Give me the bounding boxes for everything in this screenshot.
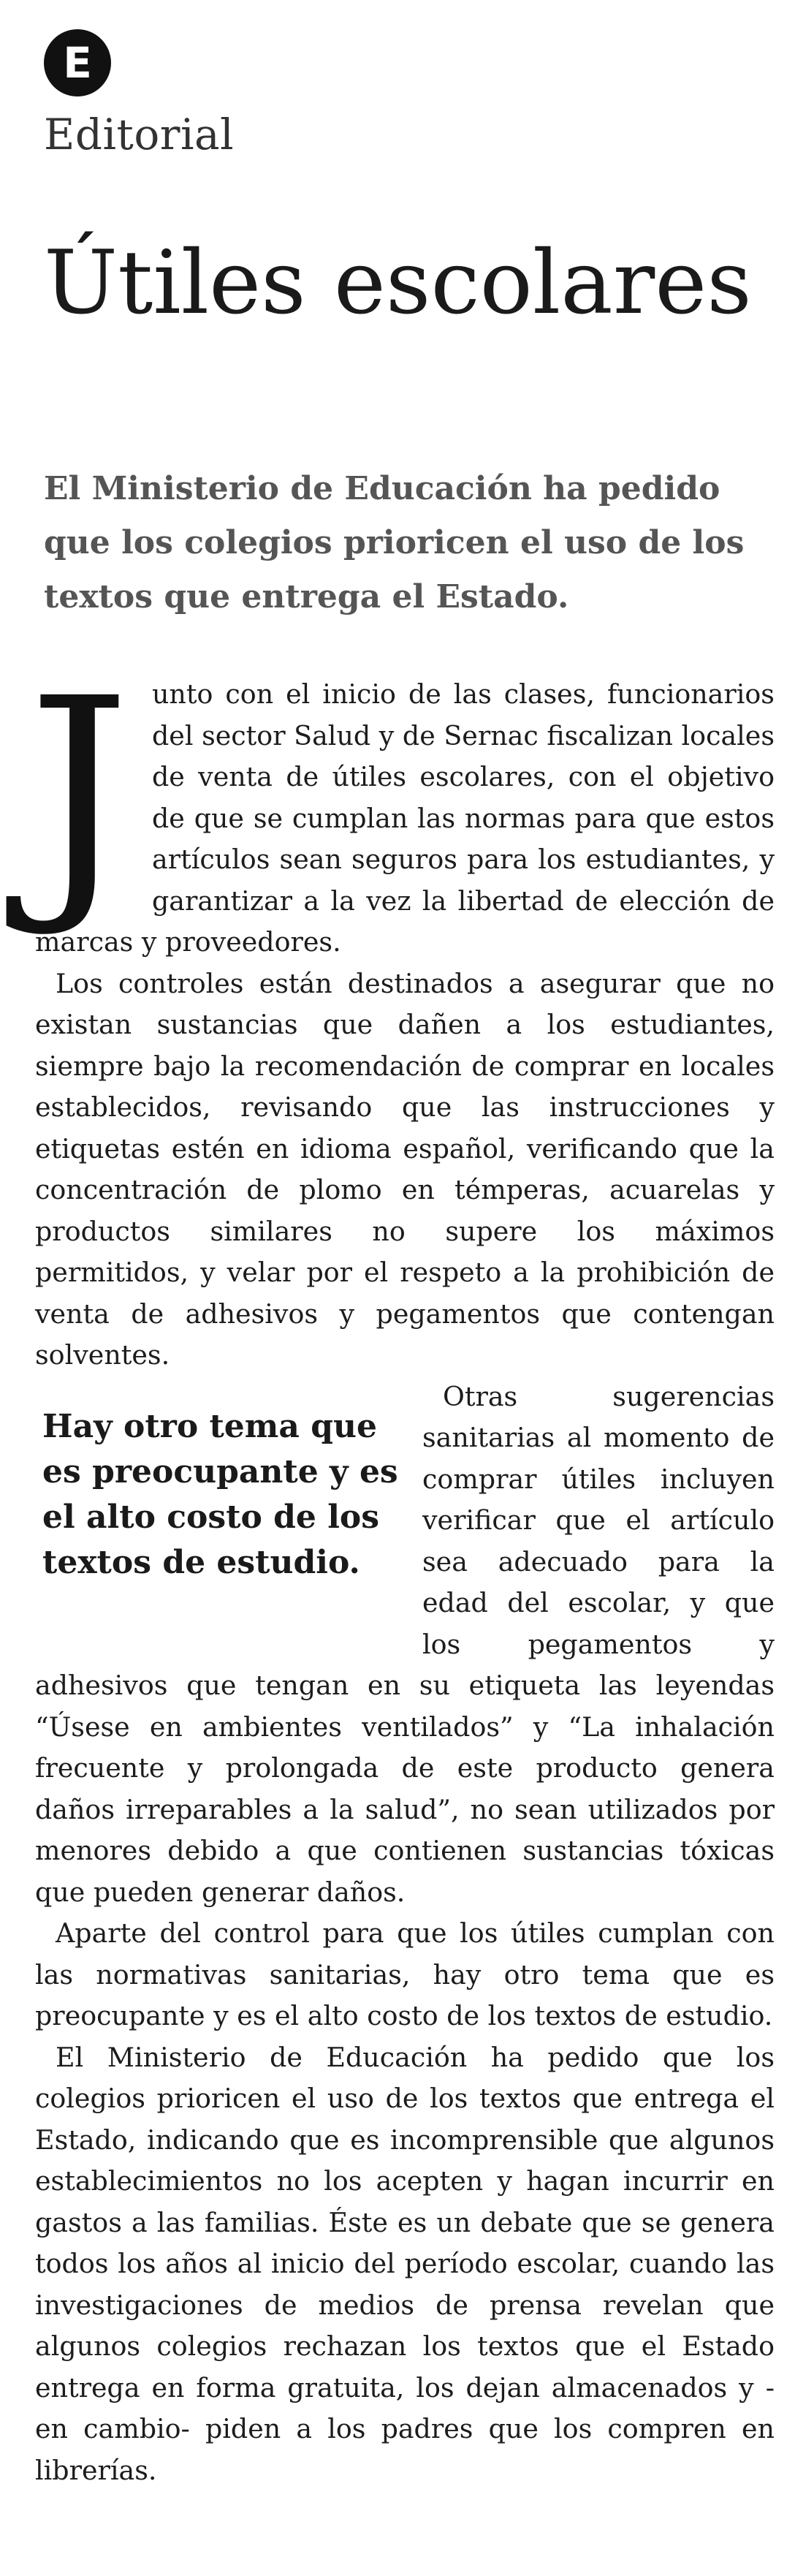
section-badge: E (44, 29, 111, 96)
article-paragraph-5: El Ministerio de Educación ha pedido que los colegios prioricen el uso de los textos que entrega el Estado, indicando que es incomprensible que algunos establecimientos no los acepten y hagan incurrir en gastos a las familias. Éste es un debate que se genera todos los años al inicio del período escolar, cuando las investigaciones de medios de prensa revelan que algunos colegios rechazan los textos que el Estado entrega en forma gratuita, los dejan almacenados y - en cambio- piden a los padres que los compren en librerías. (35, 2041, 775, 2486)
article-paragraph-1 (28, 643, 775, 963)
drop-cap: J (28, 643, 131, 942)
article-paragraph-2: Los controles están destinados a asegurar que no existan sustancias que dañen a los estudiantes, siempre bajo la recomendación de comprar en locales establecidos, revisando que las instrucciones y etiquetas estén en idioma español, verificando que la concentración de plomo en témperas, acuarelas y productos similares no supere los máximos permitidos, y velar por el respeto a la prohibición de venta de adhesivos y pegamentos que contengan solventes. (35, 967, 775, 1371)
article-paragraph-3-text: Otras sugerencias sanitarias al momento de comprar útiles incluyen verificar que el artículo sea adecuado para la edad del escolar, y que los pegamentos y adhesivos que tengan en su etiqueta las leyendas “Úsese en ambientes ventilados” y “La inhalación frecuente y prolongada de este producto genera daños irreparables a la salud”, no sean utilizados por menores debido a que contienen sustancias tóxicas que pueden generar daños. (35, 1380, 775, 1908)
article-paragraph-3 (35, 1376, 775, 1914)
headline: Útiles escolares (44, 232, 752, 334)
article-paragraph-1-text: unto con el inicio de las clases, funcionarios del sector Salud y de Sernac fiscalizan locales de venta de útiles escolares, con el objetivo de que se cumplan las normas para que estos artículos sean seguros para los estudiantes, y garantizar a la vez la libertad de elección de marcas y proveedores. (35, 678, 775, 958)
deck: El Ministerio de Educación ha pedido que los colegios prioricen el uso de los textos que entrega el Estado. (44, 470, 745, 615)
section-label: Editorial (44, 110, 235, 159)
article-body (28, 643, 775, 2491)
article-paragraph-4: Aparte del control para que los útiles cumplan con las normativas sanitarias, hay otro tema que es preocupante y es el alto costo de los textos de estudio. (35, 1917, 775, 2031)
pull-quote: Hay otro tema que es preocupante y es el alto costo de los textos de estudio. (42, 1407, 398, 1581)
